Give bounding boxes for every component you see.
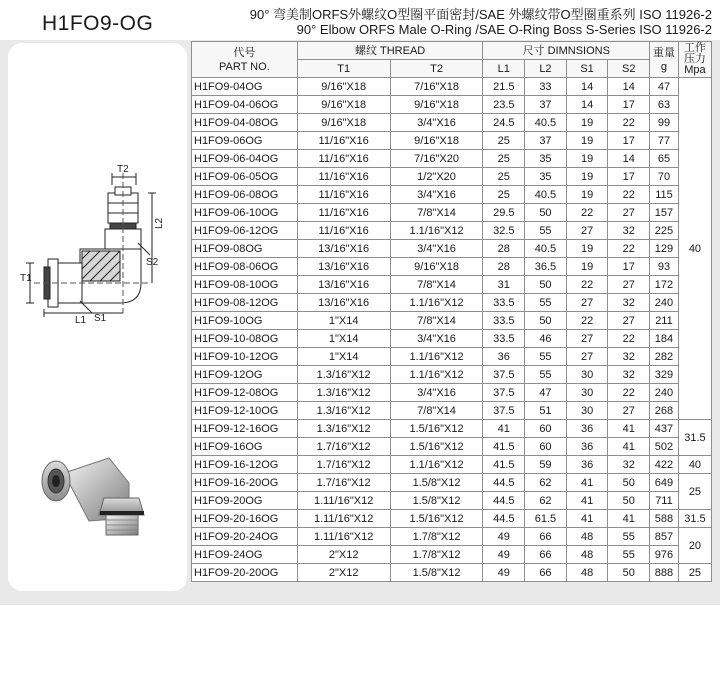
cell-l2: 59 <box>525 456 567 474</box>
table-row <box>192 546 712 564</box>
cell-s1: 36 <box>566 438 608 456</box>
table-row <box>192 258 712 276</box>
cell-t1: 1.3/16"X12 <box>297 402 390 420</box>
cell-g: 93 <box>650 258 679 276</box>
table-row <box>192 78 712 96</box>
cell-s1: 27 <box>566 222 608 240</box>
cell-t2: 1.1/16"X12 <box>390 348 483 366</box>
cell-part: H1FO9-06-10OG <box>192 204 298 222</box>
cell-part: H1FO9-24OG <box>192 546 298 564</box>
cell-t1: 1.3/16"X12 <box>297 366 390 384</box>
cell-part: H1FO9-10OG <box>192 312 298 330</box>
cell-l1: 36 <box>483 348 525 366</box>
cell-l2: 61.5 <box>525 510 567 528</box>
cell-l2: 37 <box>525 132 567 150</box>
cell-part: H1FO9-06-04OG <box>192 150 298 168</box>
cell-t2: 3/4"X16 <box>390 186 483 204</box>
cell-pressure: 25 <box>678 474 711 510</box>
cell-l2: 33 <box>525 78 567 96</box>
cell-s2: 32 <box>608 456 650 474</box>
cell-l2: 50 <box>525 276 567 294</box>
cell-l1: 23.5 <box>483 96 525 114</box>
cell-l2: 60 <box>525 438 567 456</box>
cell-g: 888 <box>650 564 679 582</box>
table-row <box>192 114 712 132</box>
cell-s2: 17 <box>608 132 650 150</box>
cell-t1: 1.11/16"X12 <box>297 492 390 510</box>
cell-l1: 28 <box>483 240 525 258</box>
cell-g: 115 <box>650 186 679 204</box>
cell-l1: 25 <box>483 132 525 150</box>
cell-t1: 11/16"X16 <box>297 132 390 150</box>
cell-t2: 1.1/16"X12 <box>390 222 483 240</box>
cell-g: 437 <box>650 420 679 438</box>
cell-t2: 1.1/16"X12 <box>390 294 483 312</box>
cell-t2: 1.5/16"X12 <box>390 510 483 528</box>
cell-l1: 25 <box>483 186 525 204</box>
cell-t2: 9/16"X18 <box>390 132 483 150</box>
label-t2: T2 <box>117 164 129 175</box>
cell-l2: 62 <box>525 492 567 510</box>
cell-l2: 60 <box>525 420 567 438</box>
table-row <box>192 96 712 114</box>
cell-l2: 62 <box>525 474 567 492</box>
cell-g: 129 <box>650 240 679 258</box>
cell-g: 63 <box>650 96 679 114</box>
part-no-header <box>192 42 298 78</box>
cell-part: H1FO9-08-12OG <box>192 294 298 312</box>
cell-t1: 2"X12 <box>297 564 390 582</box>
cell-s1: 19 <box>566 150 608 168</box>
bottom-blank <box>0 605 720 700</box>
cell-s2: 22 <box>608 240 650 258</box>
cell-g: 99 <box>650 114 679 132</box>
table-row <box>192 474 712 492</box>
cell-s2: 22 <box>608 114 650 132</box>
table-row <box>192 276 712 294</box>
cell-s2: 22 <box>608 384 650 402</box>
cell-l2: 40.5 <box>525 186 567 204</box>
cell-s2: 55 <box>608 528 650 546</box>
cell-t2: 9/16"X18 <box>390 96 483 114</box>
cell-g: 211 <box>650 312 679 330</box>
cell-s2: 41 <box>608 510 650 528</box>
cell-s1: 27 <box>566 348 608 366</box>
cell-l2: 50 <box>525 204 567 222</box>
cell-l2: 35 <box>525 168 567 186</box>
cell-part: H1FO9-06-05OG <box>192 168 298 186</box>
cell-t1: 2"X12 <box>297 546 390 564</box>
cell-part: H1FO9-12-08OG <box>192 384 298 402</box>
cell-g: 184 <box>650 330 679 348</box>
cell-s1: 30 <box>566 402 608 420</box>
cell-l1: 33.5 <box>483 330 525 348</box>
cell-t1: 1"X14 <box>297 348 390 366</box>
cell-t2: 7/16"X18 <box>390 78 483 96</box>
cell-t1: 1.11/16"X12 <box>297 528 390 546</box>
cell-l2: 51 <box>525 402 567 420</box>
cell-s1: 14 <box>566 96 608 114</box>
cell-l2: 55 <box>525 348 567 366</box>
thread-header: 螺纹 THREAD <box>297 42 483 60</box>
table-row <box>192 168 712 186</box>
cell-t1: 1"X14 <box>297 330 390 348</box>
cell-g: 268 <box>650 402 679 420</box>
table-row <box>192 240 712 258</box>
cell-g: 240 <box>650 294 679 312</box>
table-row <box>192 312 712 330</box>
cell-part: H1FO9-06OG <box>192 132 298 150</box>
cell-t1: 9/16"X18 <box>297 78 390 96</box>
cell-g: 976 <box>650 546 679 564</box>
pressure-header-cn2: 压力 <box>683 53 706 65</box>
cell-l1: 33.5 <box>483 294 525 312</box>
cell-part: H1FO9-20-16OG <box>192 510 298 528</box>
cell-g: 172 <box>650 276 679 294</box>
pressure-header-unit: Mpa <box>684 64 706 76</box>
cell-s1: 41 <box>566 474 608 492</box>
cell-s2: 32 <box>608 348 650 366</box>
cell-l1: 41.5 <box>483 438 525 456</box>
cell-s1: 48 <box>566 528 608 546</box>
cell-s1: 30 <box>566 384 608 402</box>
cell-l1: 44.5 <box>483 510 525 528</box>
cell-g: 588 <box>650 510 679 528</box>
t2-header: T2 <box>390 60 483 78</box>
cell-t2: 1.5/8"X12 <box>390 492 483 510</box>
cell-l2: 40.5 <box>525 240 567 258</box>
cell-s2: 41 <box>608 420 650 438</box>
table-row <box>192 510 712 528</box>
cell-part: H1FO9-20-20OG <box>192 564 298 582</box>
table-row <box>192 420 712 438</box>
l1-header: L1 <box>483 60 525 78</box>
cell-s2: 14 <box>608 150 650 168</box>
cell-s2: 17 <box>608 96 650 114</box>
weight-header-cn: 重量 <box>652 46 675 59</box>
cell-t2: 3/4"X16 <box>390 114 483 132</box>
cell-t2: 7/16"X20 <box>390 150 483 168</box>
cell-s1: 19 <box>566 114 608 132</box>
cell-l1: 49 <box>483 546 525 564</box>
table-row <box>192 204 712 222</box>
table-row <box>192 348 712 366</box>
table-row <box>192 150 712 168</box>
title-block <box>250 7 712 37</box>
cell-t2: 1/2"X20 <box>390 168 483 186</box>
cell-part: H1FO9-04-06OG <box>192 96 298 114</box>
cell-l2: 36.5 <box>525 258 567 276</box>
label-s2: S2 <box>146 257 159 268</box>
cell-l1: 32.5 <box>483 222 525 240</box>
label-l2: L2 <box>154 217 165 229</box>
cell-l2: 55 <box>525 366 567 384</box>
model-code: H1FO9-OG <box>42 12 154 35</box>
cell-t1: 9/16"X18 <box>297 96 390 114</box>
table-row <box>192 294 712 312</box>
cell-s1: 48 <box>566 564 608 582</box>
cell-g: 77 <box>650 132 679 150</box>
label-s1: S1 <box>94 313 107 323</box>
cell-t2: 1.7/8"X12 <box>390 546 483 564</box>
cell-s1: 14 <box>566 78 608 96</box>
table-row <box>192 366 712 384</box>
cell-s2: 50 <box>608 492 650 510</box>
cell-pressure: 31.5 <box>678 420 711 456</box>
cell-g: 711 <box>650 492 679 510</box>
cell-s1: 19 <box>566 240 608 258</box>
cell-part: H1FO9-10-08OG <box>192 330 298 348</box>
cell-s1: 30 <box>566 366 608 384</box>
cell-t1: 13/16"X16 <box>297 240 390 258</box>
cell-g: 47 <box>650 78 679 96</box>
cell-pressure: 20 <box>678 528 711 564</box>
cell-t1: 13/16"X16 <box>297 258 390 276</box>
cell-t1: 1.3/16"X12 <box>297 384 390 402</box>
cell-l2: 66 <box>525 564 567 582</box>
cell-t2: 1.5/16"X12 <box>390 420 483 438</box>
label-l1: L1 <box>75 315 87 323</box>
cell-l1: 31 <box>483 276 525 294</box>
product-photo <box>34 443 164 543</box>
cell-t1: 1"X14 <box>297 312 390 330</box>
weight-header-unit: g <box>660 60 668 73</box>
table-row <box>192 528 712 546</box>
cell-s2: 32 <box>608 294 650 312</box>
cell-g: 225 <box>650 222 679 240</box>
cell-s1: 27 <box>566 294 608 312</box>
cell-t1: 1.7/16"X12 <box>297 438 390 456</box>
cell-part: H1FO9-12-16OG <box>192 420 298 438</box>
cell-s2: 17 <box>608 168 650 186</box>
cell-t2: 3/4"X16 <box>390 384 483 402</box>
table-row <box>192 222 712 240</box>
cell-t1: 13/16"X16 <box>297 276 390 294</box>
spec-table <box>191 41 712 582</box>
cell-t1: 11/16"X16 <box>297 222 390 240</box>
cell-s1: 41 <box>566 510 608 528</box>
cell-l1: 37.5 <box>483 384 525 402</box>
label-t1: T1 <box>20 273 32 284</box>
cell-s2: 27 <box>608 204 650 222</box>
cell-l1: 44.5 <box>483 474 525 492</box>
cell-t1: 13/16"X16 <box>297 294 390 312</box>
cell-s2: 17 <box>608 258 650 276</box>
cell-g: 240 <box>650 384 679 402</box>
cell-t2: 1.1/16"X12 <box>390 366 483 384</box>
cell-g: 157 <box>650 204 679 222</box>
cell-part: H1FO9-08-06OG <box>192 258 298 276</box>
cell-g: 329 <box>650 366 679 384</box>
cell-t2: 1.1/16"X12 <box>390 456 483 474</box>
cell-t2: 7/8"X14 <box>390 402 483 420</box>
cell-s2: 32 <box>608 366 650 384</box>
title-chinese: 90° 弯美制ORFS外螺纹O型圈平面密封/SAE 外螺纹带O型圈重系列 ISO 11926-2 <box>249 7 712 22</box>
cell-t2: 7/8"X14 <box>390 312 483 330</box>
table-row <box>192 330 712 348</box>
cell-part: H1FO9-04-08OG <box>192 114 298 132</box>
cell-l1: 25 <box>483 150 525 168</box>
cell-l1: 49 <box>483 528 525 546</box>
cell-l1: 37.5 <box>483 402 525 420</box>
table-row <box>192 186 712 204</box>
cell-part: H1FO9-20-24OG <box>192 528 298 546</box>
cell-l1: 25 <box>483 168 525 186</box>
cell-t2: 1.5/8"X12 <box>390 474 483 492</box>
cell-l1: 33.5 <box>483 312 525 330</box>
cell-t2: 1.5/16"X12 <box>390 438 483 456</box>
product-card <box>8 43 187 591</box>
cell-pressure: 31.5 <box>678 510 711 528</box>
cell-s2: 55 <box>608 546 650 564</box>
cell-s1: 19 <box>566 132 608 150</box>
cell-g: 70 <box>650 168 679 186</box>
weight-header <box>650 42 679 78</box>
cell-pressure: 40 <box>678 456 711 474</box>
cell-l1: 37.5 <box>483 366 525 384</box>
cell-t2: 1.5/8"X12 <box>390 564 483 582</box>
title-english: 90° Elbow ORFS Male O-Ring /SAE O-Ring Boss S-Series ISO 11926-2 <box>296 22 712 37</box>
cell-part: H1FO9-20OG <box>192 492 298 510</box>
cell-t1: 1.3/16"X12 <box>297 420 390 438</box>
cell-l2: 66 <box>525 546 567 564</box>
cell-t2: 3/4"X16 <box>390 330 483 348</box>
cell-l2: 47 <box>525 384 567 402</box>
cell-l1: 49 <box>483 564 525 582</box>
dimensions-header: 尺寸 DIMNSIONS <box>483 42 650 60</box>
table-row <box>192 402 712 420</box>
cell-l1: 41 <box>483 420 525 438</box>
cell-part: H1FO9-12OG <box>192 366 298 384</box>
cell-s2: 27 <box>608 276 650 294</box>
cell-t1: 11/16"X16 <box>297 168 390 186</box>
cell-part: H1FO9-06-12OG <box>192 222 298 240</box>
cell-part: H1FO9-10-12OG <box>192 348 298 366</box>
cell-t2: 9/16"X18 <box>390 258 483 276</box>
cell-part: H1FO9-08OG <box>192 240 298 258</box>
header <box>0 0 720 40</box>
cell-s1: 22 <box>566 276 608 294</box>
cell-l2: 55 <box>525 222 567 240</box>
cell-t1: 1.7/16"X12 <box>297 456 390 474</box>
table-row <box>192 456 712 474</box>
cell-l1: 41.5 <box>483 456 525 474</box>
pressure-header-cn1: 工作 <box>683 42 706 54</box>
s1-header: S1 <box>566 60 608 78</box>
cell-s2: 27 <box>608 402 650 420</box>
cell-l1: 24.5 <box>483 114 525 132</box>
cell-s1: 22 <box>566 204 608 222</box>
cell-t1: 11/16"X16 <box>297 186 390 204</box>
cell-t2: 3/4"X16 <box>390 240 483 258</box>
cell-l1: 44.5 <box>483 492 525 510</box>
cell-l2: 35 <box>525 150 567 168</box>
cell-s2: 32 <box>608 222 650 240</box>
table-row <box>192 438 712 456</box>
table-row <box>192 492 712 510</box>
cell-t1: 11/16"X16 <box>297 150 390 168</box>
table-row <box>192 132 712 150</box>
cell-l1: 21.5 <box>483 78 525 96</box>
cell-s1: 36 <box>566 420 608 438</box>
cell-s1: 22 <box>566 312 608 330</box>
cell-s2: 50 <box>608 564 650 582</box>
part-no-header-en: PART NO. <box>218 60 270 73</box>
l2-header: L2 <box>525 60 567 78</box>
cell-t2: 7/8"X14 <box>390 204 483 222</box>
cell-s2: 27 <box>608 312 650 330</box>
cell-s1: 48 <box>566 546 608 564</box>
cell-s1: 19 <box>566 258 608 276</box>
cell-l1: 29.5 <box>483 204 525 222</box>
cell-l2: 66 <box>525 528 567 546</box>
part-no-header-cn: 代号 <box>233 46 256 59</box>
cell-s1: 19 <box>566 186 608 204</box>
cell-l2: 46 <box>525 330 567 348</box>
cell-s1: 27 <box>566 330 608 348</box>
cell-part: H1FO9-08-10OG <box>192 276 298 294</box>
technical-drawing <box>20 163 170 323</box>
cell-s2: 14 <box>608 78 650 96</box>
cell-pressure: 25 <box>678 564 711 582</box>
cell-s2: 22 <box>608 330 650 348</box>
cell-g: 422 <box>650 456 679 474</box>
cell-t1: 1.11/16"X12 <box>297 510 390 528</box>
cell-g: 649 <box>650 474 679 492</box>
cell-part: H1FO9-16-12OG <box>192 456 298 474</box>
cell-l2: 40.5 <box>525 114 567 132</box>
cell-t2: 1.7/8"X12 <box>390 528 483 546</box>
cell-part: H1FO9-06-08OG <box>192 186 298 204</box>
t1-header: T1 <box>297 60 390 78</box>
s2-header: S2 <box>608 60 650 78</box>
cell-s1: 36 <box>566 456 608 474</box>
cell-t2: 7/8"X14 <box>390 276 483 294</box>
cell-g: 282 <box>650 348 679 366</box>
cell-t1: 11/16"X16 <box>297 204 390 222</box>
spec-table-body <box>192 78 712 582</box>
cell-g: 857 <box>650 528 679 546</box>
pressure-header <box>678 42 711 78</box>
cell-g: 502 <box>650 438 679 456</box>
cell-s1: 19 <box>566 168 608 186</box>
cell-s2: 41 <box>608 438 650 456</box>
cell-part: H1FO9-16OG <box>192 438 298 456</box>
cell-l2: 55 <box>525 294 567 312</box>
cell-s2: 50 <box>608 474 650 492</box>
cell-pressure: 40 <box>678 78 711 420</box>
cell-g: 65 <box>650 150 679 168</box>
cell-t1: 1.7/16"X12 <box>297 474 390 492</box>
cell-part: H1FO9-04OG <box>192 78 298 96</box>
cell-part: H1FO9-12-10OG <box>192 402 298 420</box>
cell-l2: 50 <box>525 312 567 330</box>
cell-l1: 28 <box>483 258 525 276</box>
cell-s1: 41 <box>566 492 608 510</box>
table-row <box>192 564 712 582</box>
cell-l2: 37 <box>525 96 567 114</box>
cell-t1: 9/16"X18 <box>297 114 390 132</box>
table-row <box>192 384 712 402</box>
cell-part: H1FO9-16-20OG <box>192 474 298 492</box>
cell-s2: 22 <box>608 186 650 204</box>
